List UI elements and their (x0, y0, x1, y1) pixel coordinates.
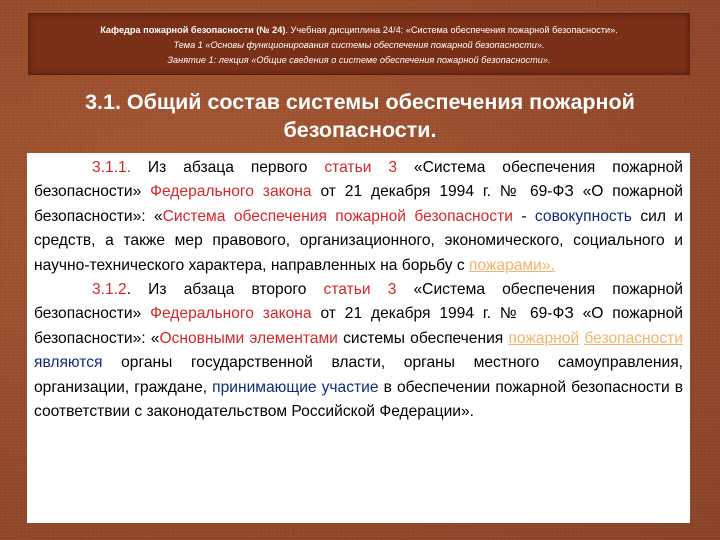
law-ref: Федерального закона (150, 183, 312, 201)
header-line-3: Занятие 1: лекция «Общие сведения о системе обеспечения пожарной безопасности». (167, 55, 551, 65)
header-box (28, 13, 690, 75)
link-safety[interactable]: безопасности (584, 329, 683, 347)
text: «Система обеспечения пожарной безопасности» (34, 159, 684, 201)
header-line-2: Тема 1 «Основы функционирования системы обеспечения пожарной безопасности». (173, 40, 545, 50)
header-line-1 (29, 23, 689, 38)
text: Из абзаца второго (131, 281, 324, 299)
paragraph-1 (34, 156, 683, 278)
term-aggregate: совокупность (534, 207, 632, 225)
text: органы государственной власти, органы местного самоуправления, организации, граждане, (34, 354, 683, 396)
text: от 21 декабря 1994 г. № 69-ФЗ «О пожарной безопасности»: « (34, 305, 684, 347)
text: в обеспечении пожарной безопасности в соответствии с законодательством Российской Федерации». (34, 378, 683, 421)
content-box (27, 153, 690, 523)
term-main-elements: Основными элементами (159, 329, 338, 347)
link-fires[interactable]: пожарами». (469, 256, 555, 274)
article-ref: статьи 3 (323, 281, 397, 299)
paragraph-2-number: 3.1.2 (92, 281, 127, 299)
text: . (126, 281, 132, 299)
term-are: являются (34, 354, 103, 372)
term-participating: принимающие участие (212, 378, 379, 396)
paragraph-2 (34, 278, 683, 424)
department-name: Кафедра пожарной безопасности (№ 24) (100, 25, 286, 35)
paragraph-1-number: 3.1.1. (92, 159, 132, 176)
text: «Система обеспечения пожарной безопасности» (34, 281, 684, 323)
slide-title (0, 88, 720, 144)
law-ref: Федерального закона (150, 305, 312, 323)
slide-title-line-2: безопасности. (283, 118, 437, 142)
term-system: Система обеспечения пожарной безопасности (162, 207, 513, 225)
slide-title-line-1: 3.1. Общий состав системы обеспечения пожарной (85, 90, 635, 114)
text: системы обеспечения (337, 329, 509, 347)
text: сил и средств, а также мер правового, организационного, экономического, социального и научно-технического характера, направленных на борьбу с (34, 207, 684, 274)
text: Из абзаца первого (131, 159, 325, 176)
text: - (512, 207, 535, 225)
text: от 21 декабря 1994 г. № 69-ФЗ «О пожарной безопасности»: « (34, 183, 684, 225)
article-ref: статьи 3 (324, 159, 397, 176)
link-fire[interactable]: пожарной (508, 329, 580, 347)
discipline-name: . Учебная дисциплина 24/4: «Система обеспечения пожарной безопасности». (285, 25, 618, 35)
